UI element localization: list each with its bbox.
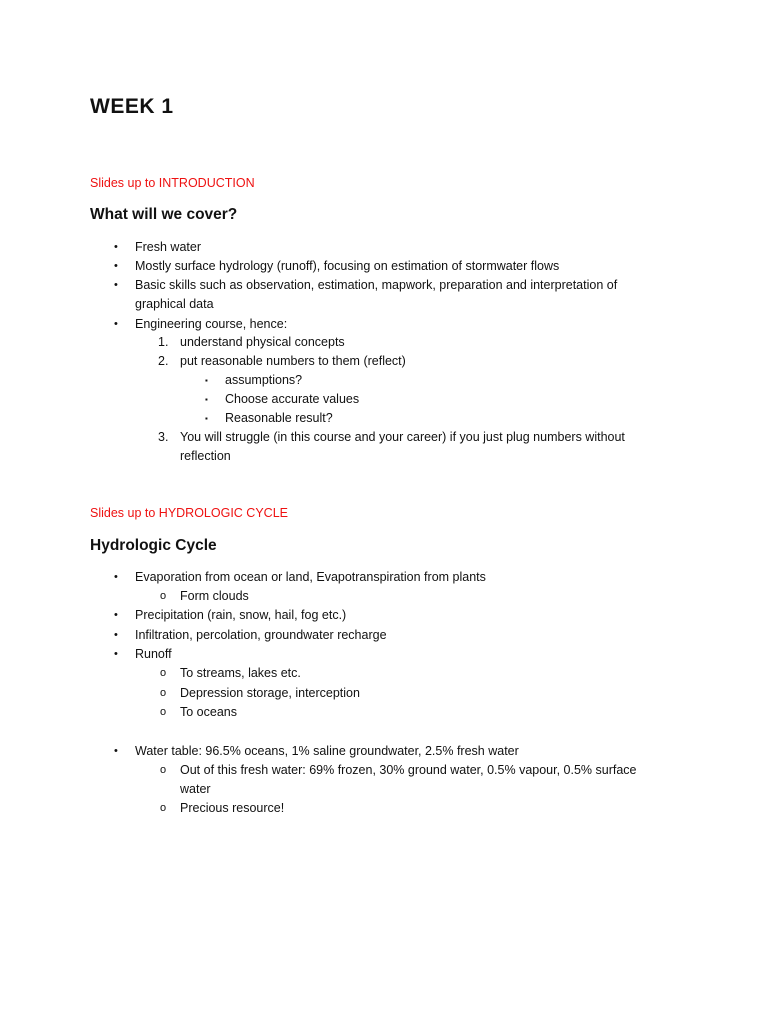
list-item: Basic skills such as observation, estimation, mapwork, preparation and interpretation of bbox=[135, 278, 618, 292]
bullet-marker: • bbox=[114, 318, 118, 330]
sub-item: Precious resource! bbox=[180, 801, 285, 815]
bullet-marker: • bbox=[114, 745, 118, 757]
sub-item: assumptions? bbox=[225, 373, 303, 387]
bullet-marker: • bbox=[114, 629, 118, 641]
heading-what-will-we-cover: What will we cover? bbox=[90, 206, 238, 223]
list-item: Engineering course, hence: bbox=[135, 317, 288, 331]
number-marker: 3. bbox=[158, 430, 169, 444]
sub-item: Depression storage, interception bbox=[180, 686, 360, 700]
list-item: Water table: 96.5% oceans, 1% saline groundwater, 2.5% fresh water bbox=[135, 744, 519, 758]
circle-bullet-marker: o bbox=[160, 667, 167, 679]
sub-item: Reasonable result? bbox=[225, 411, 333, 425]
list-item: Mostly surface hydrology (runoff), focusing on estimation of stormwater flows bbox=[135, 259, 560, 273]
sub-item: Choose accurate values bbox=[225, 392, 360, 406]
sub-item: To oceans bbox=[180, 705, 237, 719]
numbered-item: understand physical concepts bbox=[180, 335, 345, 349]
circle-bullet-marker: o bbox=[160, 706, 167, 718]
bullet-marker: • bbox=[114, 571, 118, 583]
circle-bullet-marker: o bbox=[160, 687, 167, 699]
sub-item: Form clouds bbox=[180, 589, 249, 603]
numbered-item-continuation: reflection bbox=[180, 449, 231, 463]
bullet-marker: • bbox=[114, 241, 118, 253]
slides-label-hydrologic-cycle: Slides up to HYDROLOGIC CYCLE bbox=[90, 506, 288, 520]
number-marker: 1. bbox=[158, 335, 169, 349]
bullet-marker: • bbox=[114, 279, 118, 291]
number-marker: 2. bbox=[158, 354, 169, 368]
bullet-marker: • bbox=[114, 648, 118, 660]
square-bullet-marker: ▪ bbox=[205, 376, 208, 385]
slides-label-introduction: Slides up to INTRODUCTION bbox=[90, 176, 255, 190]
list-item: Runoff bbox=[135, 647, 172, 661]
bullet-marker: • bbox=[114, 260, 118, 272]
list-item: Fresh water bbox=[135, 240, 201, 254]
circle-bullet-marker: o bbox=[160, 764, 167, 776]
numbered-item: put reasonable numbers to them (reflect) bbox=[180, 354, 406, 368]
week-title: WEEK 1 bbox=[90, 95, 174, 118]
list-item: Precipitation (rain, snow, hail, fog etc.) bbox=[135, 608, 347, 622]
heading-hydrologic-cycle: Hydrologic Cycle bbox=[90, 537, 217, 554]
sub-item: Out of this fresh water: 69% frozen, 30% ground water, 0.5% vapour, 0.5% surface bbox=[180, 763, 637, 777]
bullet-marker: • bbox=[114, 609, 118, 621]
list-item: Infiltration, percolation, groundwater recharge bbox=[135, 628, 387, 642]
square-bullet-marker: ▪ bbox=[205, 395, 208, 404]
circle-bullet-marker: o bbox=[160, 802, 167, 814]
list-item: Evaporation from ocean or land, Evapotranspiration from plants bbox=[135, 570, 486, 584]
sub-item-continuation: water bbox=[180, 782, 211, 796]
list-item-continuation: graphical data bbox=[135, 297, 214, 311]
sub-item: To streams, lakes etc. bbox=[180, 666, 301, 680]
square-bullet-marker: ▪ bbox=[205, 414, 208, 423]
circle-bullet-marker: o bbox=[160, 590, 167, 602]
numbered-item: You will struggle (in this course and your career) if you just plug numbers without bbox=[180, 430, 625, 444]
